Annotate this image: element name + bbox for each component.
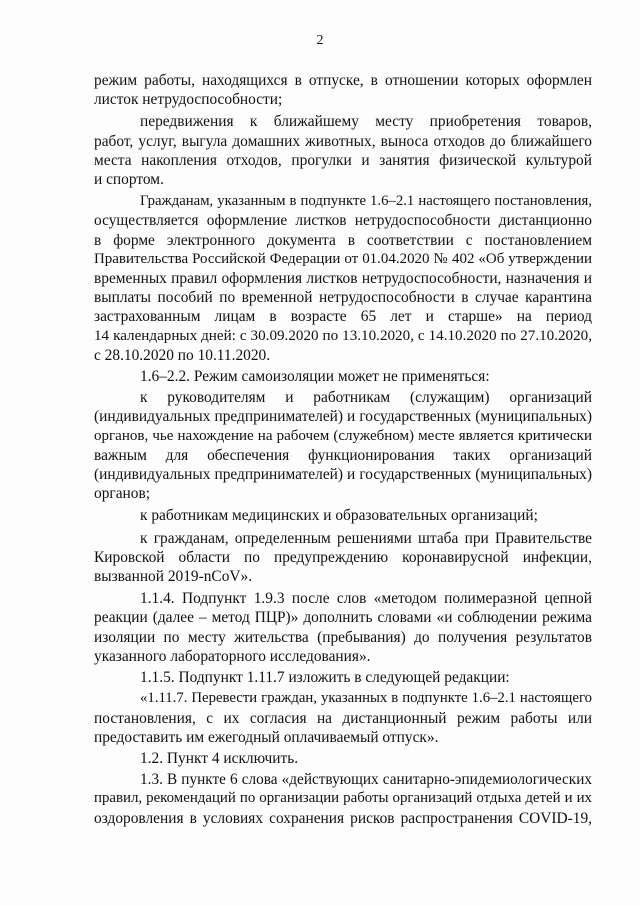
paragraph-medical-education-workers — [94, 506, 592, 525]
text-line: 1.2. Пункт 4 исключить. — [140, 749, 299, 767]
paragraph-critical-workers — [94, 388, 592, 503]
text-line: передвижения к ближайшему месту приобретения товаров, — [140, 113, 592, 131]
text-line: органов, чье нахождение на рабочем (служебном) месте является критически — [94, 427, 592, 444]
text-line: важным для обеспечения функционирования таких организаций — [94, 446, 592, 464]
text-line: режим работы, находящихся в отпуске, в отношении которых оформлен — [94, 72, 592, 89]
text-line: к руководителям и работникам (служащим) организаций — [140, 389, 592, 407]
text-line: 1.6–2.2. Режим самоизоляции может не применяться: — [140, 368, 490, 386]
text-line: правил, рекомендаций по организации работы организаций отдыха детей и их — [94, 790, 592, 807]
text-line: предоставить им ежегодный оплачиваемый отпуск». — [94, 728, 439, 746]
text-line: 1.3. В пункте 6 слова «действующих санитарно-эпидемиологических — [140, 771, 592, 789]
text-line: 1.1.5. Подпункт 1.11.7 изложить в следующей редакции: — [140, 669, 510, 687]
text-line: Гражданам, указанным в подпункте 1.6–2.1 настоящего постановления, — [140, 193, 592, 210]
text-line: к гражданам, определенным решениями штаба при Правительстве — [140, 529, 592, 547]
text-line: постановления, с их согласия на дистанционный режим работы или — [94, 709, 592, 727]
paragraph-clause-1-2 — [94, 749, 592, 768]
text-line: реакции (далее – метод ПЦР)» дополнить словами «и соблюдении режима — [94, 609, 592, 627]
paragraph-work-regime-tail — [94, 71, 592, 109]
text-line: осуществляется оформление листков нетрудоспособности дистанционно — [94, 212, 592, 230]
text-line: «1.11.7. Перевести граждан, указанных в подпункте 1.6–2.1 настоящего — [140, 690, 592, 707]
text-line: указанного лабораторного исследования». — [94, 647, 371, 665]
text-line: в форме электронного документа в соответствии с постановлением — [94, 231, 592, 249]
text-line: (индивидуальных предпринимателей) и государственных (муниципальных) — [94, 408, 592, 426]
document-body — [94, 71, 592, 828]
text-line: органов; — [94, 485, 151, 503]
text-line: Правительства Российской Федерации от 01.04.2020 № 402 «Об утверждении — [94, 250, 592, 267]
text-line: с 28.10.2020 по 10.11.2020. — [94, 346, 271, 364]
text-line: к работникам медицинских и образовательных организаций; — [140, 507, 538, 525]
text-line: и спортом. — [94, 171, 164, 189]
text-line: изоляции по месту жительства (пребывания) до получения результатов — [94, 628, 592, 646]
text-line: Кировской области по предупреждению коронавирусной инфекции, — [94, 548, 592, 566]
text-line: оздоровления в условиях сохранения рисков распространения COVID-19, — [94, 809, 592, 827]
paragraph-self-isolation-exemption — [94, 367, 592, 386]
page-number: 2 — [316, 33, 324, 48]
text-line: места накопления отходов, прогулки и занятия физической культурой — [94, 151, 592, 169]
text-line: выплаты пособий по временной нетрудоспособности в случае карантина — [94, 289, 592, 307]
text-line: 14 календарных дней: с 30.09.2020 по 13.10.2020, с 14.10.2020 по 27.10.2020, — [94, 327, 592, 344]
text-line: работ, услуг, выгула домашних животных, выноса отходов до ближайшего — [94, 132, 592, 150]
paragraph-new-1-11-7 — [94, 689, 592, 747]
paragraph-movement-exception — [94, 112, 592, 189]
text-line: (индивидуальных предпринимателей) и государственных (муниципальных) — [94, 466, 592, 484]
text-line: временных правил оформления листков нетрудоспособности, назначения и — [94, 270, 592, 288]
text-line: 1.1.4. Подпункт 1.9.3 после слов «методом полимеразной цепной — [140, 590, 592, 608]
paragraph-clause-1-3 — [94, 770, 592, 828]
paragraph-subclause-1-1-4 — [94, 589, 592, 666]
text-line: застрахованным лицам в возрасте 65 лет и старше» на период — [94, 308, 592, 326]
text-line: вызванной 2019-nCoV». — [94, 568, 253, 586]
paragraph-subclause-1-1-5 — [94, 668, 592, 687]
paragraph-headquarters-decisions — [94, 529, 592, 587]
paragraph-sick-leave-remote — [94, 192, 592, 365]
text-line: листок нетрудоспособности; — [94, 91, 283, 109]
